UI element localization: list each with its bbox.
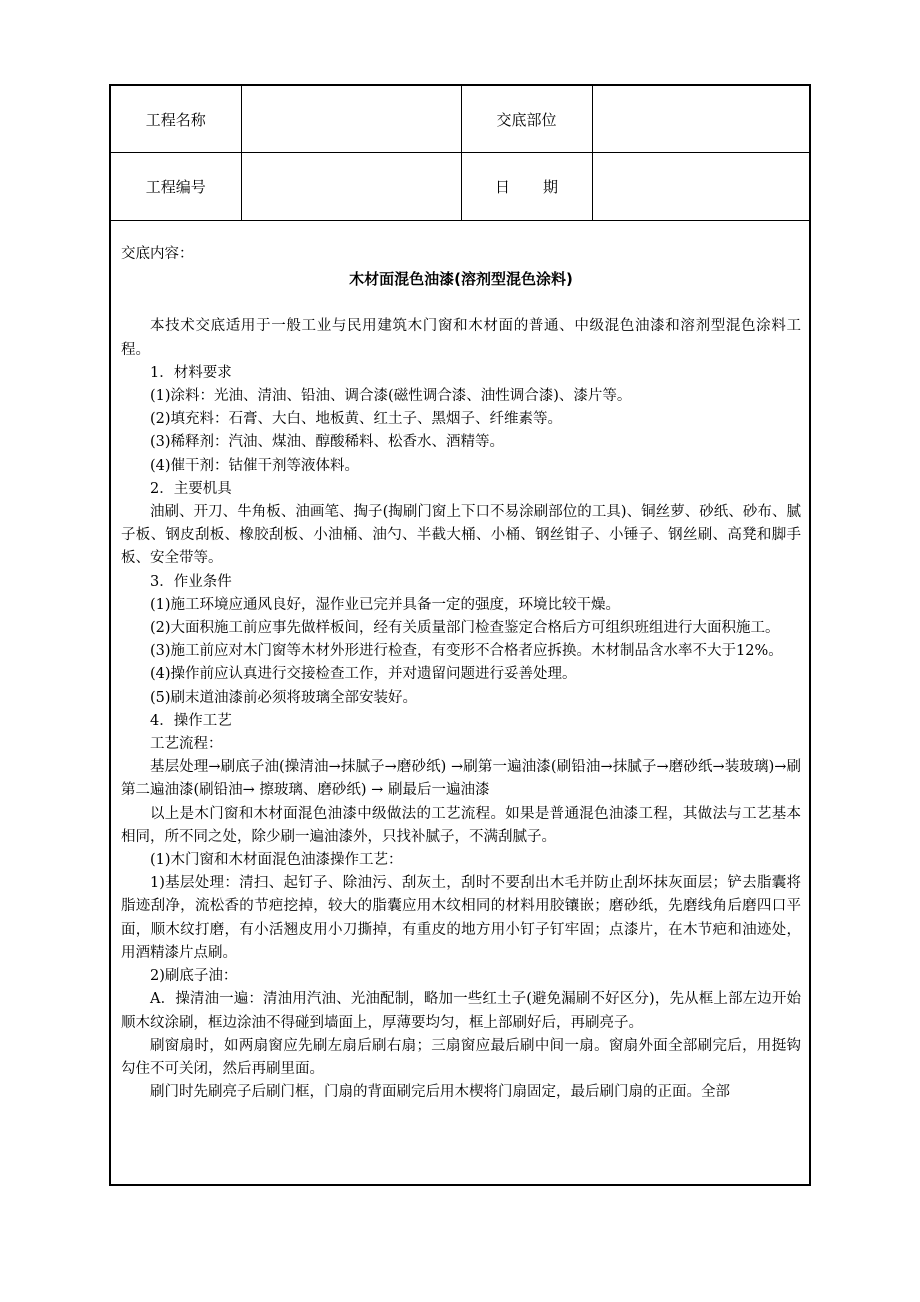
paragraph: (1)木门窗和木材面混色油漆操作工艺： bbox=[150, 852, 403, 869]
paragraph: 2)刷底子油： bbox=[150, 968, 238, 985]
header-table bbox=[111, 86, 809, 221]
paragraph: (1)涂料：光油、清油、铅油、调合漆(磁性调合漆、油性调合漆)、漆片等。 bbox=[150, 388, 632, 405]
project-no-label: 工程编号 bbox=[111, 153, 241, 221]
paragraph: 本技术交底适用于一般工业与民用建筑木门窗和木材面的普通、中级混色油漆和溶剂型混色涂料工程。 bbox=[121, 318, 801, 358]
handover-part-field[interactable] bbox=[592, 86, 809, 153]
date-label: 日期 bbox=[494, 178, 591, 196]
paragraph: (3)稀释剂：汽油、煤油、醇酸稀料、松香水、酒精等。 bbox=[150, 434, 505, 451]
project-no-field[interactable] bbox=[241, 153, 461, 221]
paragraph: 刷门时先刷亮子后刷门框，门扇的背面刷完后用木楔将门扇固定，最后刷门扇的正面。全部 bbox=[150, 1084, 730, 1101]
handover-part-label: 交底部位 bbox=[461, 86, 592, 153]
date-field[interactable] bbox=[592, 153, 809, 221]
content-label: 交底内容： bbox=[121, 246, 194, 262]
document-title: 木材面混色油漆(溶剂型混色涂料) bbox=[349, 270, 573, 289]
section-heading: 2．主要机具 bbox=[150, 480, 232, 497]
project-name-field[interactable] bbox=[241, 86, 461, 153]
process-flow: 基层处理→刷底子油(操清油→抹腻子→磨砂纸) →刷第一遍油漆(刷铅油→抹腻子→磨砂纸→装玻璃)→刷第二遍油漆(刷铅油→ 擦玻璃、磨砂纸) → 刷最后一遍油漆 bbox=[121, 759, 801, 799]
paragraph: (1)施工环境应通风良好，湿作业已完并具备一定的强度，环境比较干燥。 bbox=[150, 596, 621, 613]
section-heading: 4．操作工艺 bbox=[150, 712, 232, 729]
paragraph: 油刷、开刀、牛角板、油画笔、掏子(掏刷门窗上下口不易涂刷部位的工具)、铜丝萝、砂纸、砂布、腻子板、钢皮刮板、橡胶刮板、小油桶、油勺、半截大桶、小桶、钢丝钳子、小锤子、钢丝刷、高凳和脚手板、安全带等。 bbox=[121, 504, 801, 567]
paragraph: 1)基层处理：清扫、起钉子、除油污、刮灰土，刮时不要刮出木毛并防止刮坏抹灰面层；铲去脂囊将脂迹刮净，流松香的节疤挖掉，较大的脂囊应用木纹相同的材料用胶镶嵌；磨砂纸，先磨线角后磨四口平面，顺木纹打磨，有小活翘皮用小刀撕掉，有重皮的地方用小钉子钉牢固；点漆片，在木节疤和油迹处，用酒精漆片点刷。 bbox=[121, 875, 801, 961]
paragraph: (3)施工前应对木门窗等木材外形进行检查，有变形不合格者应拆换。木材制品含水率不大于12%。 bbox=[150, 643, 783, 660]
section-heading: 3．作业条件 bbox=[150, 573, 232, 590]
project-name-label: 工程名称 bbox=[111, 86, 241, 153]
paragraph: (2)大面积施工前应事先做样板间，经有关质量部门检查鉴定合格后方可组织班组进行大面积施工。 bbox=[150, 620, 780, 637]
paragraph: A．操清油一遍：清油用汽油、光油配制，略加一些红土子(避免漏刷不好区分)，先从框上部左边开始顺木纹涂刷，框边涂油不得碰到墙面上，厚薄要均匀，框上部刷好后，再刷亮子。 bbox=[121, 991, 801, 1031]
handover-content bbox=[111, 221, 809, 1104]
paragraph: (4)操作前应认真进行交接检查工作，并对遗留问题进行妥善处理。 bbox=[150, 666, 577, 683]
handover-sheet bbox=[109, 84, 811, 1186]
date-label-cell bbox=[461, 153, 592, 221]
paragraph: 刷窗扇时，如两扇窗应先刷左扇后刷右扇；三扇窗应最后刷中间一扇。窗扇外面全部刷完后，用挺钩勾住不可关闭，然后再刷里面。 bbox=[121, 1037, 801, 1077]
header-row-2 bbox=[111, 153, 809, 221]
paragraph: (4)催干剂：钴催干剂等液体料。 bbox=[150, 457, 360, 474]
paragraph: 以上是木门窗和木材面混色油漆中级做法的工艺流程。如果是普通混色油漆工程，其做法与工艺基本相同，所不同之处，除少刷一遍油漆外，只找补腻子，不满刮腻子。 bbox=[121, 805, 801, 845]
paragraph: (2)填充料：石膏、大白、地板黄、红土子、黑烟子、纤维素等。 bbox=[150, 411, 563, 428]
paragraph: 工艺流程： bbox=[150, 736, 223, 753]
section-heading: 1．材料要求 bbox=[150, 364, 232, 381]
header-row-1 bbox=[111, 86, 809, 153]
paragraph: (5)刷末道油漆前必须将玻璃全部安装好。 bbox=[150, 689, 418, 706]
